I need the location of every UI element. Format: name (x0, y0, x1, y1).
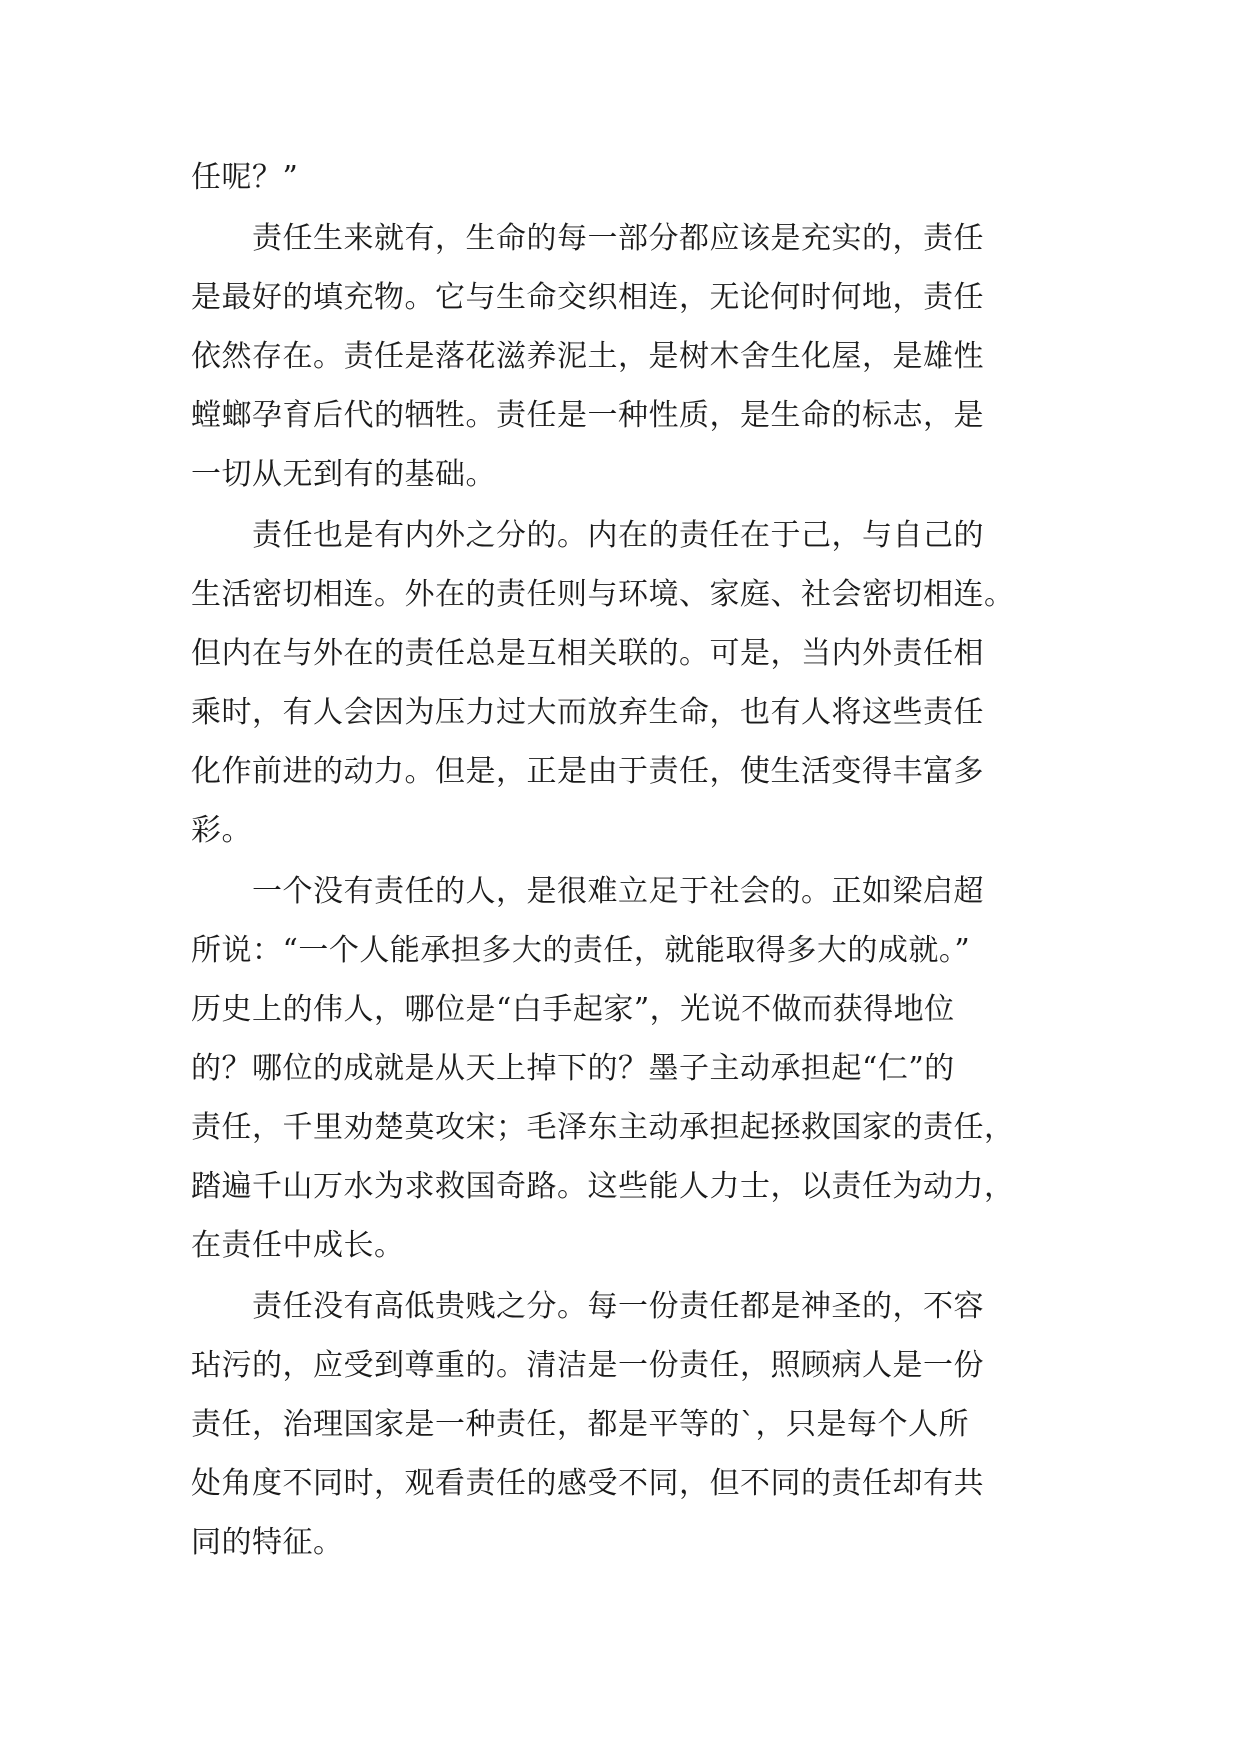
text-line: 螳螂孕育后代的牺牲。责任是一种性质，是生命的标志，是 (191, 398, 984, 433)
paragraph-inner-outer (191, 506, 1051, 860)
text-line: 所说：“一个人能承担多大的责任，就能取得多大的成就。” (191, 933, 971, 968)
text-line: 是最好的填充物。它与生命交织相连，无论何时何地，责任 (191, 280, 984, 315)
text-line: 玷污的，应受到尊重的。清洁是一份责任，照顾病人是一份 (191, 1348, 984, 1383)
text-line: 生活密切相连。外在的责任则与环境、家庭、社会密切相连。 (191, 577, 1015, 612)
document-body (191, 148, 1051, 1574)
text-line: 一切从无到有的基础。 (191, 457, 496, 492)
paragraph-continuation (191, 148, 1051, 207)
text-line: 依然存在。责任是落花滋养泥土，是树木舍生化屋，是雄性 (191, 339, 984, 374)
text-line: 同的特征。 (191, 1525, 344, 1560)
text-line: 彩。 (191, 813, 252, 848)
text-line: 责任没有高低贵贱之分。每一份责任都是神圣的，不容 (191, 1289, 984, 1324)
paragraph-responsibility-nature (191, 209, 1051, 504)
text-line: 但内在与外在的责任总是互相关联的。可是，当内外责任相 (191, 636, 984, 671)
text-line: 在责任中成长。 (191, 1228, 405, 1263)
text-line: 责任生来就有，生命的每一部分都应该是充实的，责任 (191, 221, 984, 256)
paragraph-equality (191, 1277, 1051, 1572)
text-line: 责任，千里劝楚莫攻宋；毛泽东主动承担起拯救国家的责任， (191, 1110, 1015, 1145)
text-line: 处角度不同时，观看责任的感受不同，但不同的责任却有共 (191, 1466, 984, 1501)
text-line: 一个没有责任的人，是很难立足于社会的。正如梁启超 (191, 874, 984, 909)
paragraph-society (191, 862, 1051, 1275)
text-line: 化作前进的动力。但是，正是由于责任，使生活变得丰富多 (191, 754, 984, 789)
text-line: 历史上的伟人，哪位是“白手起家”，光说不做而获得地位 (191, 992, 955, 1027)
text-line: 责任也是有内外之分的。内在的责任在于己，与自己的 (191, 518, 984, 553)
text-line: 踏遍千山万水为求救国奇路。这些能人力士，以责任为动力， (191, 1169, 1015, 1204)
text-line: 责任，治理国家是一种责任，都是平等的`，只是每个人所 (191, 1407, 969, 1442)
text-line: 任呢？” (191, 160, 299, 195)
text-line: 乘时，有人会因为压力过大而放弃生命，也有人将这些责任 (191, 695, 984, 730)
text-line: 的？哪位的成就是从天上掉下的？墨子主动承担起“仁”的 (191, 1051, 955, 1086)
